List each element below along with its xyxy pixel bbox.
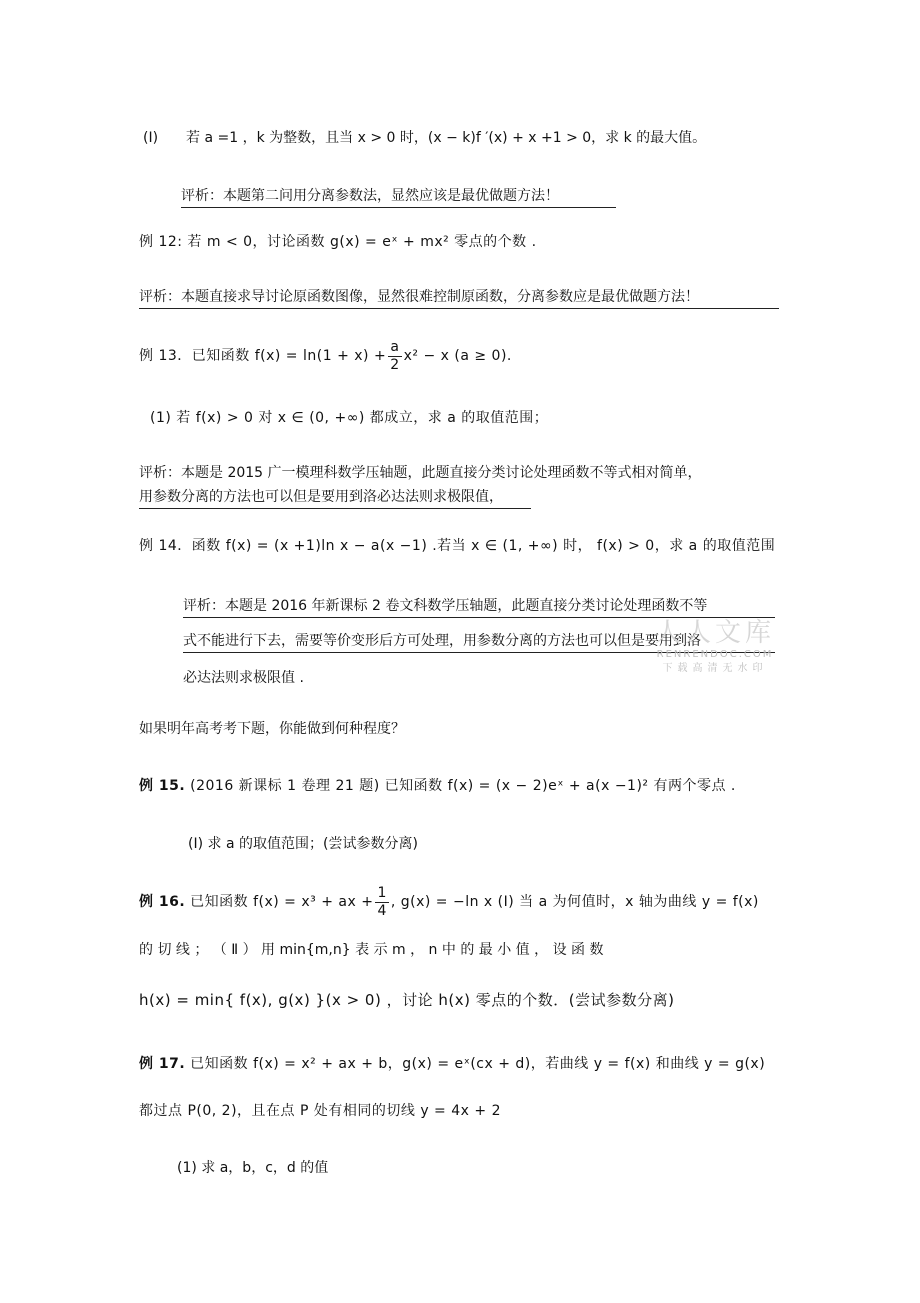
fraction-1-over-4 <box>375 885 388 920</box>
fraction-numerator: 1 <box>377 884 387 901</box>
watermark-subtitle: 下载高清无水印 <box>662 663 768 674</box>
example-15-text: (2016 新课标 1 卷理 21 题) 已知函数 f(x) = (x − 2)eˣ + a(x −1)² 有两个零点 . <box>190 778 736 794</box>
example-17 <box>139 1054 765 1074</box>
comment-1-text: 评析：本题第二问用分离参数法，显然应该是最优做题方法！ <box>181 186 616 208</box>
comment-1 <box>181 186 616 208</box>
fraction-a-over-2 <box>388 339 401 374</box>
example-14: 例 14．函数 f(x) = (x +1)ln x − a(x −1) .若当 x ∈ (1, +∞) 时， f(x) > 0，求 a 的取值范围 <box>139 538 776 554</box>
comment-14-line-1: 评析：本题是 2016 年新课标 2 卷文科数学压轴题，此题直接分类讨论处理函数不等 <box>183 596 775 618</box>
watermark <box>650 618 780 676</box>
question-prompt: 如果明年高考考下题，你能做到何种程度？ <box>139 721 405 737</box>
example-15-label: 例 15. <box>139 778 186 794</box>
example-17-label: 例 17. <box>139 1056 186 1072</box>
example-16-line-2: 的 切 线 ； （ Ⅱ ） 用 min{m,n} 表 示 m ， n 中 的 最 小 值 ， 设 函 数 <box>139 942 604 958</box>
watermark-url: RENRENDOC.COM <box>656 649 774 660</box>
example-16-suffix: , g(x) = −ln x (Ⅰ) 当 a 为何值时，x 轴为曲线 y = f(x) <box>390 894 759 910</box>
example-13-suffix: x² − x (a ≥ 0). <box>403 348 512 364</box>
part-1-question: (Ⅰ) 若 a =1 ，k 为整数，且当 x > 0 时，(x − k)f ′(x) + x +1 > 0，求 k 的最大值。 <box>143 130 707 146</box>
example-13 <box>139 338 512 374</box>
example-17-line-2: 都过点 P(0, 2)，且在点 P 处有相同的切线 y = 4x + 2 <box>139 1103 501 1119</box>
example-16-label: 例 16. <box>139 894 186 910</box>
example-16 <box>139 884 759 920</box>
comment-13 <box>139 463 779 483</box>
example-17-text: 已知函数 f(x) = x² + ax + b，g(x) = eˣ(cx + d)，若曲线 y = f(x) 和曲线 y = g(x) <box>190 1056 766 1072</box>
example-13-prefix: 例 13．已知函数 f(x) = ln(1 + x) + <box>139 348 387 364</box>
example-13-part-1: (1) 若 f(x) > 0 对 x ∈ (0, +∞) 都成立，求 a 的取值范围； <box>150 410 549 426</box>
example-16-line-3: h(x) = min{ f(x), g(x) }(x > 0) ，讨论 h(x) 零点的个数．(尝试参数分离) <box>139 991 675 1009</box>
comment-12-text: 评析：本题直接求导讨论原函数图像，显然很难控制原函数，分离参数应是最优做题方法！ <box>139 287 779 309</box>
comment-14-line-2: 式不能进行下去，需要等价变形后方可处理，用参数分离的方法也可以但是要用到洛 <box>183 631 775 653</box>
comment-12 <box>139 287 779 309</box>
comment-13-line-2: 用参数分离的方法也可以但是要用到洛必达法则求极限值， <box>139 487 531 509</box>
example-16-prefix: 已知函数 f(x) = x³ + ax + <box>190 894 374 910</box>
fraction-denominator: 2 <box>390 356 400 373</box>
comment-14-c: 必达法则求极限值 . <box>183 670 304 686</box>
example-15-part-1: (Ⅰ) 求 a 的取值范围；(尝试参数分离) <box>188 836 418 852</box>
example-17-part-1: (1) 求 a，b，c，d 的值 <box>177 1160 329 1176</box>
fraction-denominator: 4 <box>377 902 387 919</box>
watermark-title: 人人文库 <box>654 618 775 648</box>
example-12: 例 12: 若 m < 0，讨论函数 g(x) = eˣ + mx² 零点的个数 . <box>139 234 537 250</box>
example-15 <box>139 776 736 796</box>
comment-13-line-1: 评析：本题是 2015 广一模理科数学压轴题，此题直接分类讨论处理函数不等式相对简单， <box>139 465 702 481</box>
comment-14-a <box>183 596 775 618</box>
fraction-numerator: a <box>388 339 401 357</box>
comment-13-second <box>139 487 531 509</box>
